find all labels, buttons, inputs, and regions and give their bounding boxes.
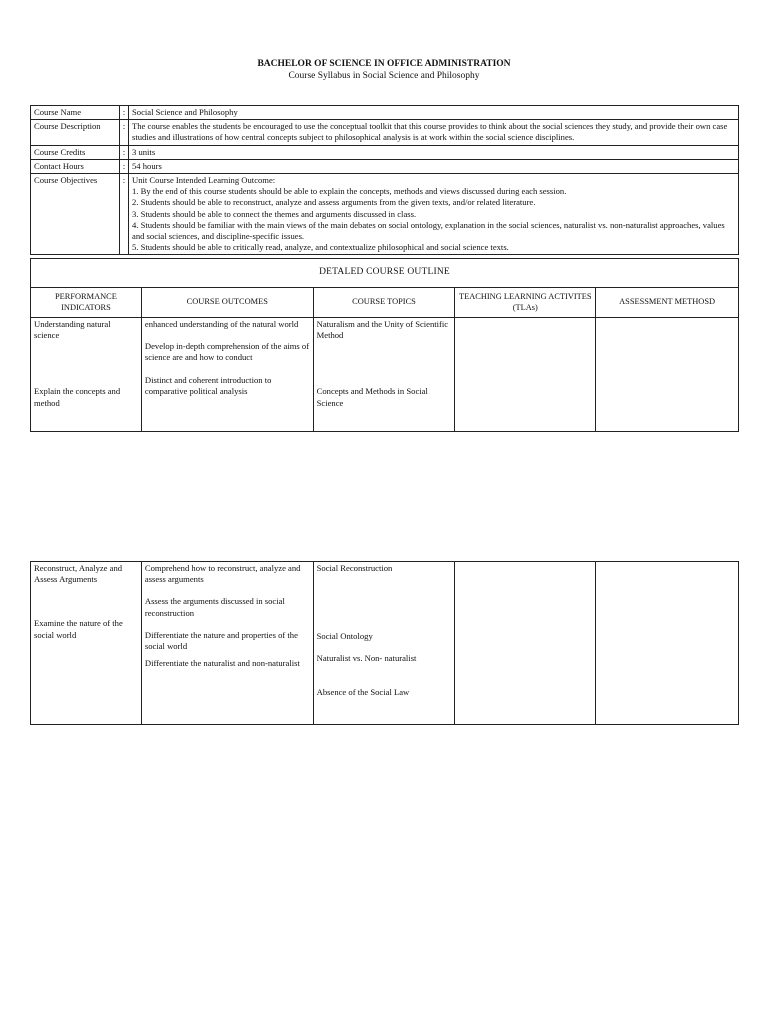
topics-cell	[313, 562, 455, 725]
topics-cell	[313, 318, 455, 432]
outcomes-cell	[141, 562, 313, 725]
topic-item: Social Ontology	[316, 631, 373, 642]
course-name-value: Social Science and Philosophy	[129, 106, 739, 120]
topic-item: Naturalist vs. Non- naturalist	[316, 653, 417, 664]
outline-header-row	[31, 288, 739, 318]
tlas-cell	[455, 318, 596, 432]
course-credits-label: Course Credits	[31, 145, 120, 159]
outcome-item: Develop in-depth comprehension of the aims of science are and how to conduct	[144, 341, 310, 363]
objective-item: 5. Students should be able to critically read, analyze, and contextualize philosophical and social science texts.	[132, 242, 509, 253]
outcome-item: Differentiate the naturalist and non-naturalist	[144, 658, 300, 669]
objective-item: 4. Students should be familiar with the main views of the main debates on social ontology, explanation in the social sciences, naturalist vs. non-naturalist approaches, values and social sciences, and discipline-specific issues.	[132, 219, 725, 242]
course-description-label: Course Description	[31, 120, 120, 145]
contact-hours-value: 54 hours	[129, 159, 739, 173]
header-course-outcomes: COURSE OUTCOMES	[141, 288, 313, 318]
colon: :	[120, 145, 129, 159]
outcome-item: enhanced understanding of the natural world	[144, 319, 299, 329]
outcomes-cell	[141, 318, 313, 432]
table-row	[31, 562, 739, 725]
document-header	[0, 58, 768, 82]
program-title: BACHELOR OF SCIENCE IN OFFICE ADMINISTRATION	[257, 59, 511, 69]
outcome-item: Comprehend how to reconstruct, analyze and assess arguments	[144, 563, 301, 585]
header-assessment-methods: ASSESSMENT METHOSD	[596, 288, 739, 318]
colon: :	[120, 120, 129, 145]
indicator-item: Reconstruct, Analyze and Assess Arguments	[34, 563, 123, 585]
colon: :	[120, 174, 129, 255]
course-name-label: Course Name	[31, 106, 120, 120]
course-objectives-value	[129, 174, 739, 255]
assessment-cell	[596, 318, 739, 432]
colon: :	[120, 106, 129, 120]
outcome-item: Assess the arguments discussed in social reconstruction	[144, 596, 285, 618]
contact-hours-label: Contact Hours	[31, 159, 120, 173]
course-credits-value: 3 units	[129, 145, 739, 159]
contact-hours-row	[31, 159, 739, 173]
table-row	[31, 318, 739, 432]
topic-item: Naturalism and the Unity of Scientific Method	[316, 319, 449, 341]
objective-item: 3. Students should be able to connect the themes and arguments discussed in class.	[132, 208, 417, 219]
header-performance-indicators: PERFORMANCE INDICATORS	[31, 288, 142, 318]
outcome-item: Distinct and coherent introduction to comparative political analysis	[144, 374, 272, 396]
outline-title: DETALED COURSE OUTLINE	[31, 259, 739, 288]
objective-item: 2. Students should be able to reconstruct, analyze and assess arguments from the given texts, and/or related literature.	[132, 197, 536, 208]
objectives-heading: Unit Course Intended Learning Outcome:	[132, 175, 276, 186]
indicator-item: Explain the concepts and method	[34, 386, 121, 408]
course-outline-table-continued	[30, 561, 739, 725]
indicators-cell	[31, 562, 142, 725]
course-description-row	[31, 120, 739, 145]
assessment-cell	[596, 562, 739, 725]
course-objectives-row	[31, 174, 739, 255]
objective-item: 1. By the end of this course students should be able to explain the concepts, methods and views discussed during each session.	[132, 186, 567, 197]
course-name-row	[31, 106, 739, 120]
tlas-cell	[455, 562, 596, 725]
course-objectives-label: Course Objectives	[31, 174, 120, 255]
course-credits-row	[31, 145, 739, 159]
syllabus-subtitle: Course Syllabus in Social Science and Philosophy	[288, 71, 480, 81]
indicator-item: Examine the nature of the social world	[34, 618, 123, 640]
topic-item: Social Reconstruction	[316, 563, 393, 573]
colon: :	[120, 159, 129, 173]
outcome-item: Differentiate the nature and properties of the social world	[144, 629, 298, 652]
topic-item: Absence of the Social Law	[316, 686, 410, 697]
course-description-value: The course enables the students be encouraged to use the conceptual toolkit that this course provides to think about the social sciences they study, and provide their own case studies and illustrations of how central concepts subject to philosophical analysis is at work within the social science disciplines.	[129, 120, 739, 145]
indicator-item: Understanding natural science	[34, 319, 111, 341]
course-info-table	[30, 105, 739, 255]
topic-item: Concepts and Methods in Social Science	[316, 386, 428, 408]
header-tlas: TEACHING LEARNING ACTIVITES (TLAs)	[455, 288, 596, 318]
header-course-topics: COURSE TOPICS	[313, 288, 455, 318]
indicators-cell	[31, 318, 142, 432]
course-outline-table	[30, 258, 739, 432]
